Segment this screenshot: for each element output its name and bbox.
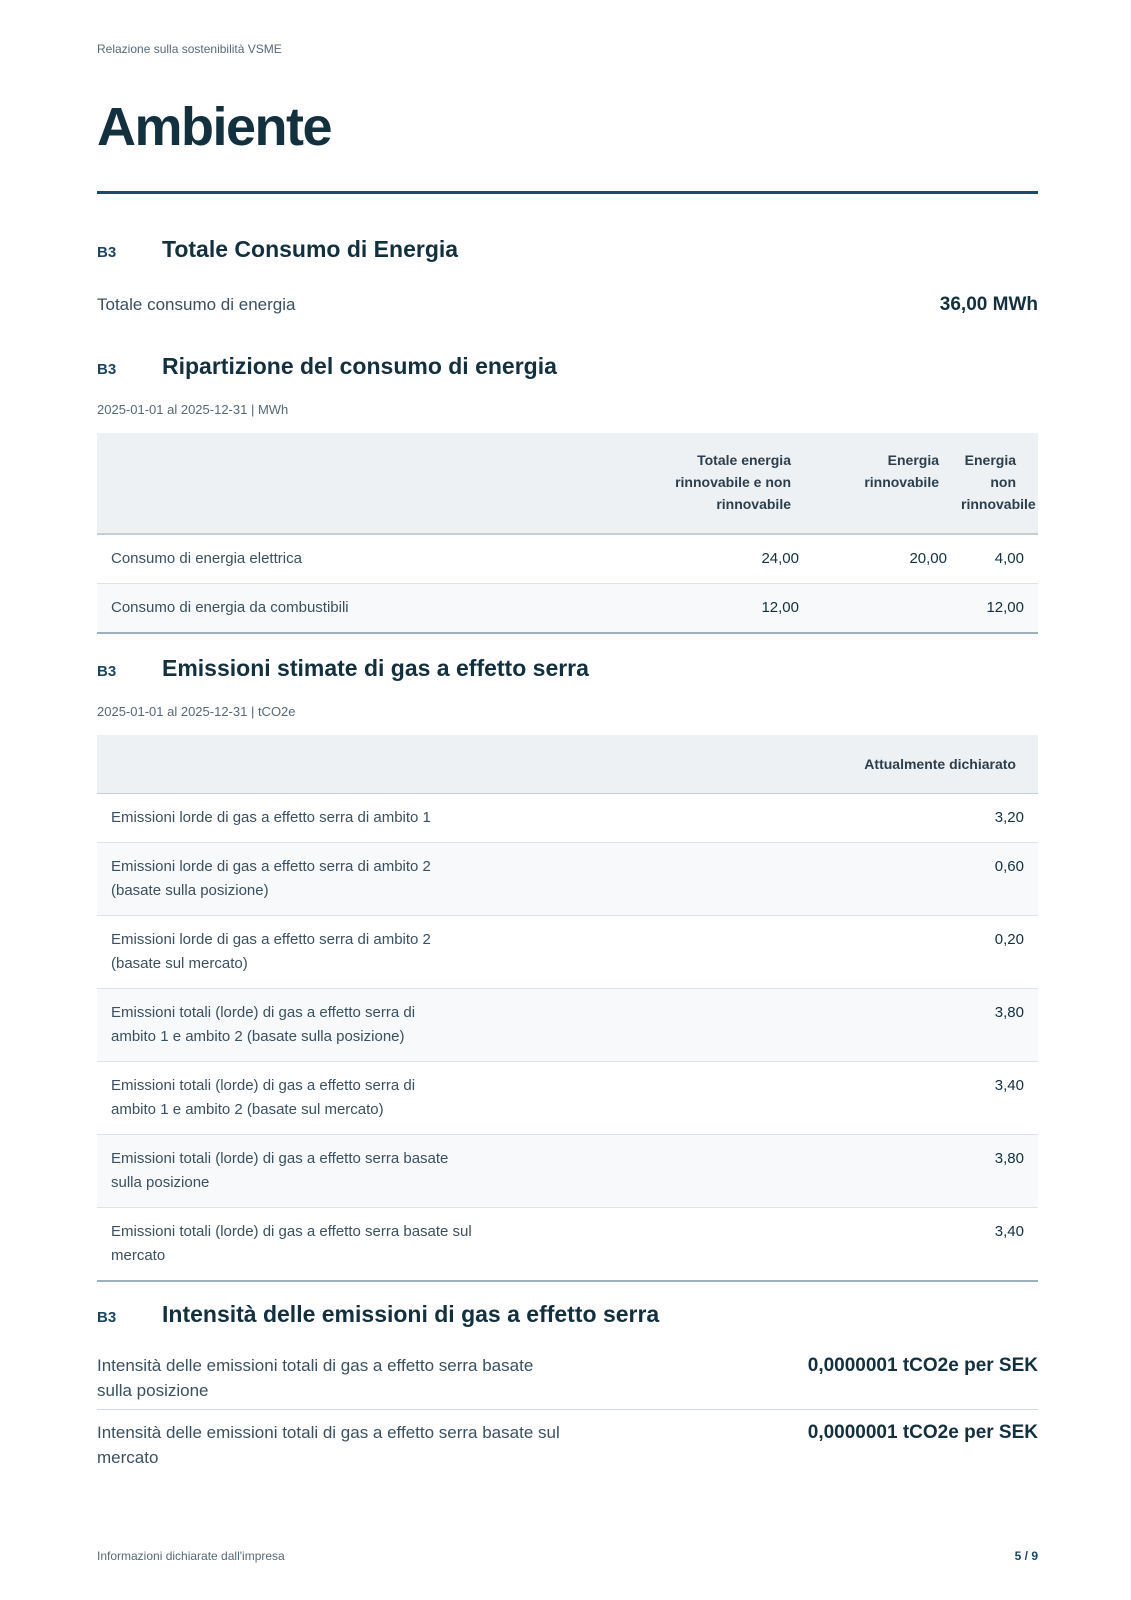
section-code: B3 [97, 1309, 117, 1326]
cell-non-renewable: 4,00 [994, 550, 1024, 567]
intensity-list [97, 1353, 1038, 1470]
report-page [97, 0, 1038, 1600]
section-period: 2025-01-01 al 2025-12-31 | MWh [97, 402, 289, 417]
page-title: Ambiente [97, 97, 332, 157]
intensity-row [97, 1353, 1038, 1403]
row-label: Consumo di energia da combustibili [111, 599, 349, 616]
section-header [97, 655, 1038, 685]
row-divider [97, 1409, 1038, 1410]
table-row [97, 1135, 1038, 1208]
section-code: B3 [97, 663, 117, 680]
section-title: Intensità delle emissioni di gas a effetto serra [162, 1301, 660, 1327]
section-ghg-intensity [97, 1301, 1038, 1470]
row-value: 3,40 [994, 1077, 1024, 1094]
section-header [97, 1301, 1038, 1331]
row-value: 0,20 [994, 931, 1024, 948]
row-label: Emissioni lorde di gas a effetto serra di ambito 1 [111, 809, 431, 826]
cell-total: 24,00 [761, 550, 799, 567]
table-header-row [97, 735, 1038, 794]
table-row [97, 916, 1038, 989]
cell-non-renewable: 12,00 [986, 599, 1024, 616]
section-period: 2025-01-01 al 2025-12-31 | tCO2e [97, 704, 296, 719]
energy-total-row [97, 292, 1038, 317]
running-header: Relazione sulla sostenibilità VSME [97, 42, 282, 56]
intensity-value: 0,0000001 tCO2e per SEK [807, 1422, 1038, 1443]
table-header-row [97, 433, 1038, 534]
section-title: Emissioni stimate di gas a effetto serra [162, 655, 589, 681]
row-value: 3,80 [994, 1004, 1024, 1021]
section-header [97, 236, 1038, 266]
cell-renewable: 20,00 [909, 550, 947, 567]
row-label: Emissioni totali (lorde) di gas a effetto serra di ambito 1 e ambito 2 (basate sulla posizione) [111, 1004, 416, 1045]
row-value: 0,60 [994, 858, 1024, 875]
ghg-emissions-table [97, 735, 1038, 1282]
column-header [97, 735, 818, 794]
row-label: Emissioni lorde di gas a effetto serra di ambito 2 (basate sulla posizione) [111, 858, 431, 899]
table-row [97, 843, 1038, 916]
row-value: 3,40 [994, 1223, 1024, 1240]
intensity-label: Intensità delle emissioni totali di gas a effetto serra basate sulla posizione [97, 1356, 534, 1400]
section-code: B3 [97, 244, 117, 261]
row-label: Consumo di energia elettrica [111, 550, 302, 567]
table-row [97, 534, 1038, 584]
section-header [97, 353, 1038, 383]
column-header [97, 433, 570, 534]
intensity-label: Intensità delle emissioni totali di gas a effetto serra basate sul mercato [97, 1423, 560, 1467]
section-title: Totale Consumo di Energia [162, 236, 459, 262]
column-header: Attualmente dichiarato [818, 735, 1038, 794]
intensity-value: 0,0000001 tCO2e per SEK [807, 1355, 1038, 1376]
energy-total-label: Totale consumo di energia [97, 295, 296, 314]
cell-total: 12,00 [761, 599, 799, 616]
column-header: Totale energia rinnovabile e non rinnovabile [570, 433, 813, 534]
intensity-row [97, 1420, 1038, 1470]
section-energy-total [97, 236, 1038, 317]
row-label: Emissioni totali (lorde) di gas a effetto serra basate sulla posizione [111, 1150, 449, 1191]
section-energy-breakdown [97, 353, 1038, 417]
row-label: Emissioni totali (lorde) di gas a effetto serra di ambito 1 e ambito 2 (basate sul mercato) [111, 1077, 416, 1118]
section-ghg-emissions [97, 655, 1038, 719]
energy-breakdown-table [97, 433, 1038, 634]
table-row [97, 794, 1038, 843]
footer-note: Informazioni dichiarate dall'impresa [97, 1549, 285, 1563]
table-row [97, 1208, 1038, 1282]
table-row [97, 584, 1038, 634]
column-header: Energia non rinnovabile [961, 433, 1038, 534]
section-title: Ripartizione del consumo di energia [162, 353, 557, 379]
row-label: Emissioni lorde di gas a effetto serra di ambito 2 (basate sul mercato) [111, 931, 431, 972]
page-number: 5 / 9 [1014, 1549, 1038, 1563]
title-divider [97, 191, 1038, 194]
cell-renewable [813, 584, 961, 634]
row-value: 3,80 [994, 1150, 1024, 1167]
section-code: B3 [97, 361, 117, 378]
table-row [97, 1062, 1038, 1135]
row-label: Emissioni totali (lorde) di gas a effetto serra basate sul mercato [111, 1223, 472, 1264]
row-value: 3,20 [994, 809, 1024, 826]
column-header: Energia rinnovabile [813, 433, 961, 534]
energy-total-value: 36,00 MWh [939, 294, 1038, 315]
table-row [97, 989, 1038, 1062]
